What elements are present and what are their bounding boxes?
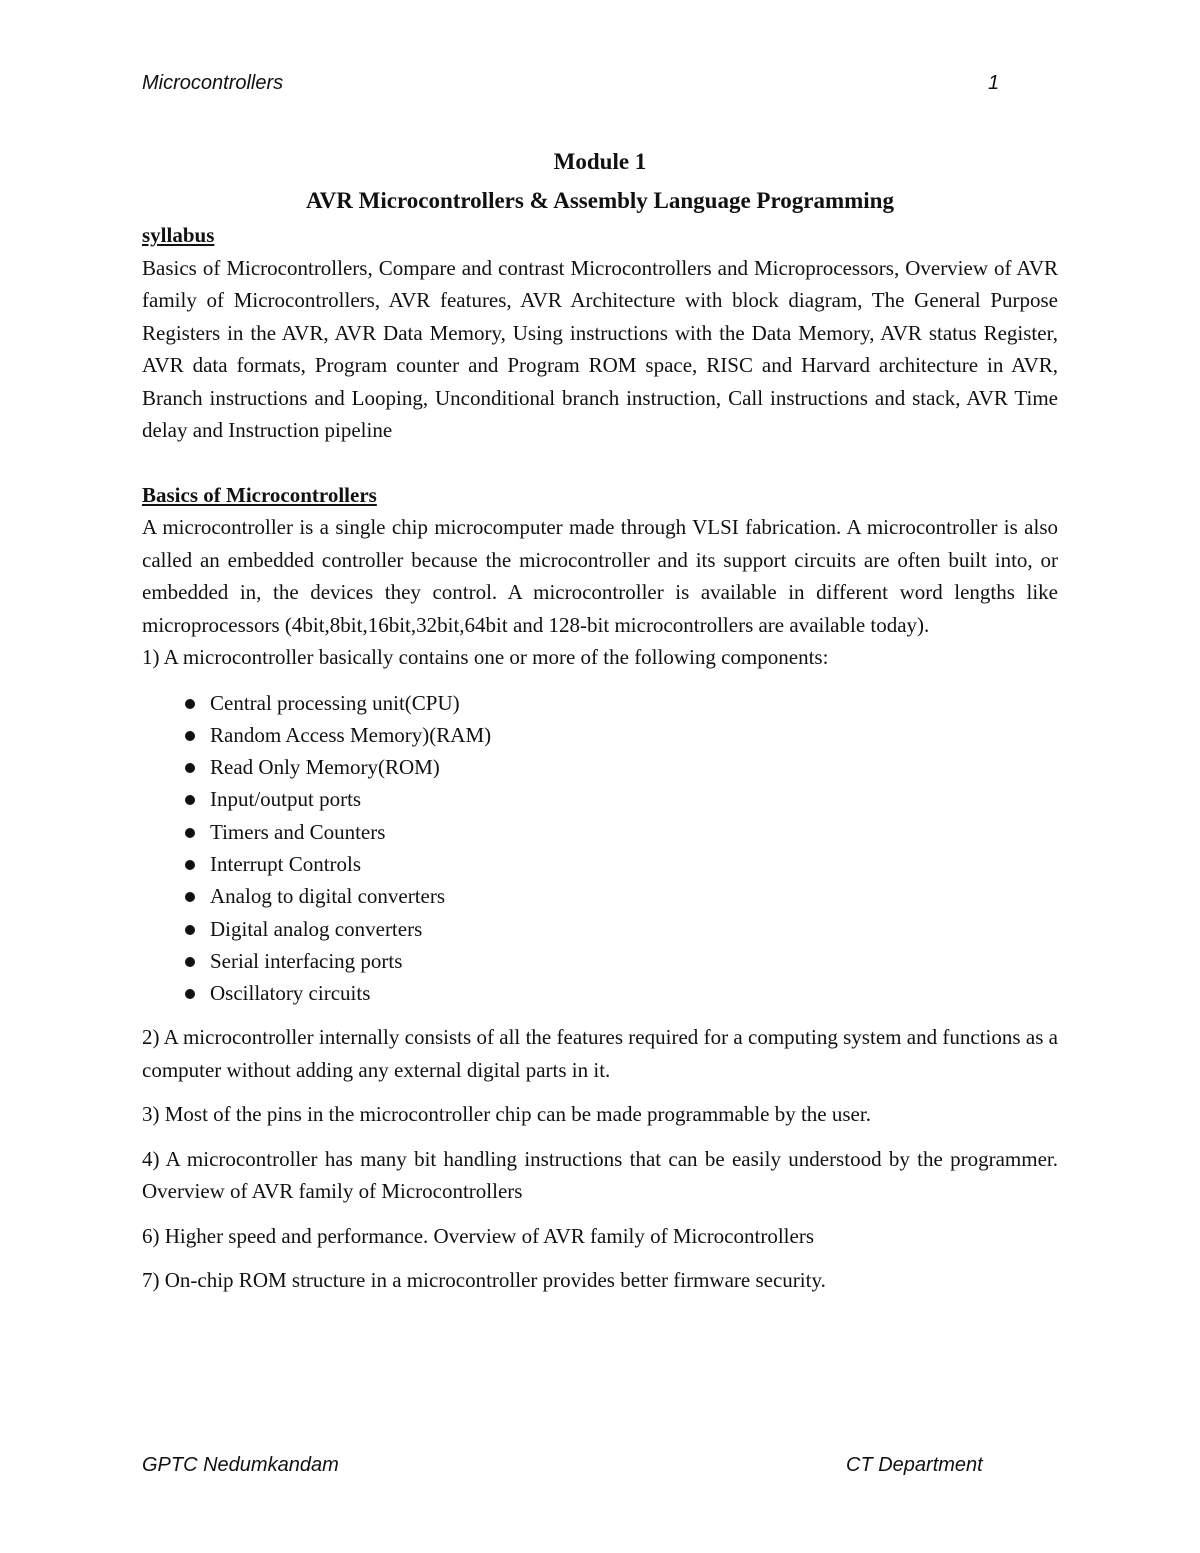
basics-heading: Basics of Microcontrollers xyxy=(142,482,377,507)
bullet-icon xyxy=(185,892,195,902)
point-3: 3) Most of the pins in the microcontroller chip can be made programmable by the user. xyxy=(142,1102,871,1127)
list-item xyxy=(142,751,1058,783)
bullet-icon xyxy=(185,699,195,709)
syllabus-heading: syllabus xyxy=(142,223,215,247)
list-item-text: Analog to digital converters xyxy=(210,884,446,909)
bullet-icon xyxy=(185,763,195,773)
list-item xyxy=(142,977,1058,1009)
point-6: 6) Higher speed and performance. Overview of AVR family of Microcontrollers xyxy=(142,1223,814,1248)
point-4: 4) A microcontroller has many bit handling instructions that can be easily understood by the programmer. Overview of AVR family of Microcontrollers xyxy=(142,1146,1058,1204)
point-7: 7) On-chip ROM structure in a microcontroller provides better firmware security. xyxy=(142,1268,826,1293)
list-item xyxy=(142,687,1058,719)
list-item xyxy=(142,783,1058,815)
list-item xyxy=(142,816,1058,848)
list-item xyxy=(142,719,1058,751)
list-item-text: Random Access Memory)(RAM) xyxy=(210,722,492,747)
bullet-icon xyxy=(185,957,195,967)
list-item-text: Interrupt Controls xyxy=(210,851,362,876)
point-1: 1) A microcontroller basically contains one or more of the following components: xyxy=(142,645,829,669)
bullet-icon xyxy=(185,925,195,935)
components-list xyxy=(142,687,1058,1010)
bullet-icon xyxy=(185,989,195,999)
basics-intro: A microcontroller is a single chip microcomputer made through VLSI fabrication. A microcontroller is also called an embedded controller because the microcontroller and its support circuits are often built into, or embedded in, the devices they control. A microcontroller is available in different word lengths like microprocessors (4bit,8bit,16bit,32bit,64bit and 128-bit microcontrollers are available today). xyxy=(142,515,1058,637)
list-item-text: Central processing unit(CPU) xyxy=(210,690,460,715)
footer-institution: GPTC Nedumkandam xyxy=(142,1454,339,1476)
list-item-text: Digital analog converters xyxy=(210,916,423,941)
list-item xyxy=(142,880,1058,912)
point-2: 2) A microcontroller internally consists of all the features required for a computing system and functions as a computer without adding any external digital parts in it. xyxy=(142,1025,1058,1082)
running-header-title: Microcontrollers xyxy=(142,72,284,94)
syllabus-text: Basics of Microcontrollers, Compare and contrast Microcontrollers and Microprocessors, Overview of AVR family of Microcontrollers, AVR features, AVR Architecture with block diagram, The General Purpose Registers in the AVR, AVR Data Memory, Using instructions with the Data Memory, AVR status Register, AVR data formats, Program counter and Program ROM space, RISC and Harvard architecture in AVR, Branch instructions and Looping, Unconditional branch instruction, Call instructions and stack, AVR Time delay and Instruction pipeline xyxy=(142,255,1058,442)
footer-department: CT Department xyxy=(846,1454,983,1476)
list-item-text: Input/output ports xyxy=(210,787,362,812)
list-item-text: Oscillatory circuits xyxy=(210,981,371,1006)
module-subtitle: AVR Microcontrollers & Assembly Language Programming xyxy=(306,188,894,213)
list-item xyxy=(142,945,1058,977)
spacer xyxy=(142,447,1058,479)
bullet-icon xyxy=(185,795,195,805)
module-title: Module 1 xyxy=(553,149,647,174)
list-item xyxy=(142,913,1058,945)
bullet-icon xyxy=(185,860,195,870)
document-body xyxy=(142,144,1058,1309)
bullet-icon xyxy=(185,828,195,838)
list-item-text: Read Only Memory(ROM) xyxy=(210,755,440,780)
list-item-text: Timers and Counters xyxy=(210,819,386,844)
list-item xyxy=(142,848,1058,880)
page-number: 1 xyxy=(988,72,1000,94)
bullet-icon xyxy=(185,731,195,741)
list-item-text: Serial interfacing ports xyxy=(210,948,403,973)
